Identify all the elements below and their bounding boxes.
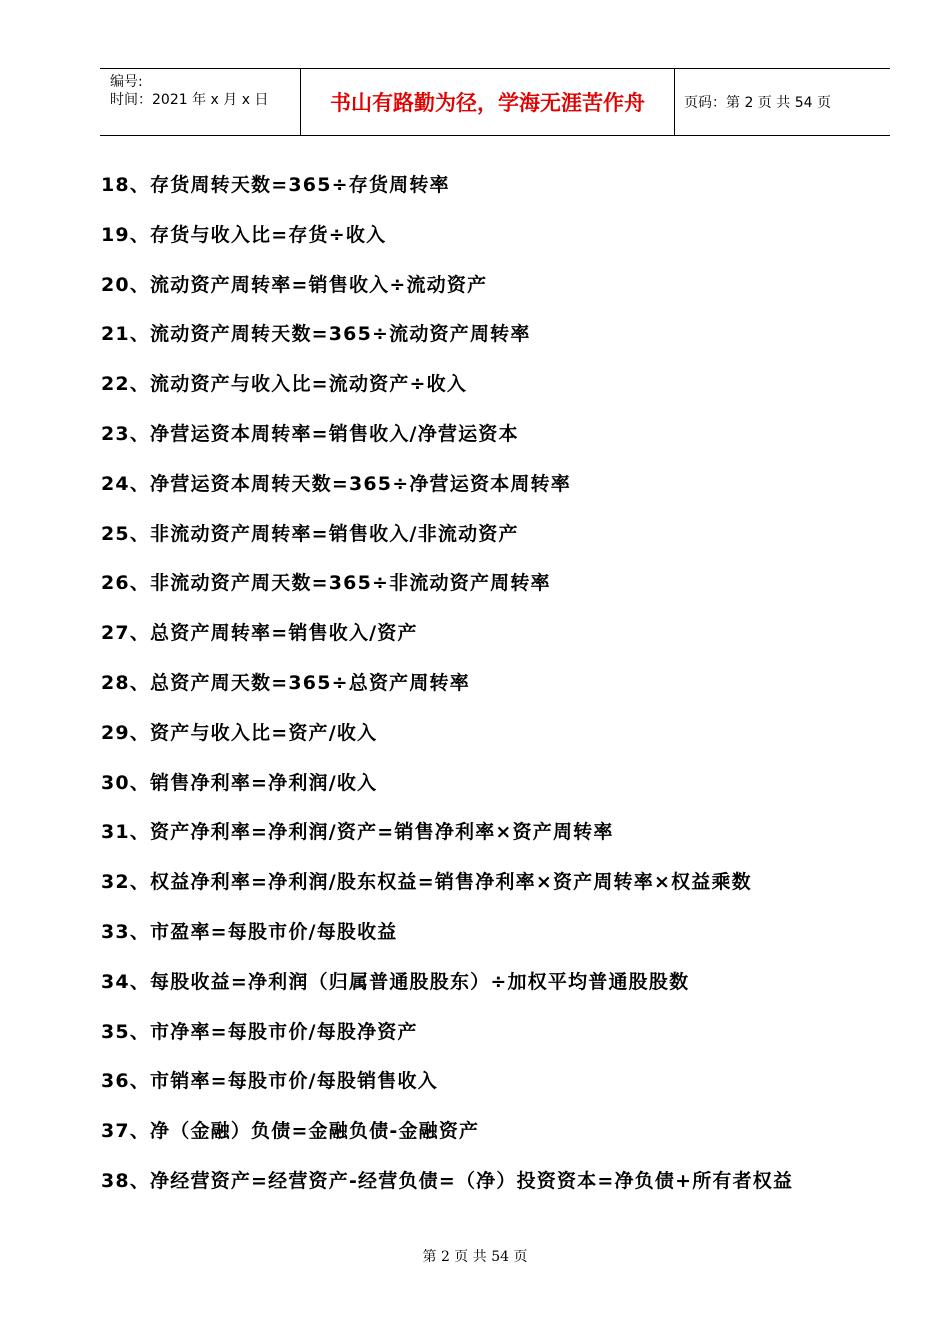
formula-item: 22、流动资产与收入比=流动资产÷收入 — [101, 373, 468, 396]
document-code-label: 编号: — [110, 74, 143, 90]
formula-item: 19、存货与收入比=存货÷收入 — [101, 223, 387, 246]
formula-item: 18、存货周转天数=365÷存货周转率 — [101, 174, 450, 196]
formula-item: 24、净营运资本周转天数=365÷净营运资本周转率 — [101, 472, 571, 495]
header-motto: 书山有路勤为径，学海无涯苦作舟 — [301, 69, 675, 135]
formula-item: 32、权益净利率=净利润/股东权益=销售净利率×资产周转率×权益乘数 — [101, 871, 752, 894]
formula-item: 34、每股收益=净利润（归属普通股股东）÷加权平均普通股股数 — [101, 970, 690, 993]
formula-item: 25、非流动资产周转率=销售收入/非流动资产 — [101, 522, 519, 545]
formula-item: 27、总资产周转率=销售收入/资产 — [101, 622, 418, 645]
formula-item: 36、市销率=每股市价/每股销售收入 — [101, 1070, 438, 1093]
formula-item: 35、市净率=每股市价/每股净资产 — [101, 1020, 418, 1043]
page-footer: 第 2 页 共 54 页 — [422, 1249, 528, 1265]
document-time-label: 时间：2021 年 x 月 x 日 — [110, 92, 269, 108]
formula-item: 23、净营运资本周转率=销售收入/净营运资本 — [101, 422, 519, 445]
formula-item: 31、资产净利率=净利润/资产=销售净利率×资产周转率 — [101, 821, 614, 844]
header-meta-cell — [100, 69, 301, 135]
formula-item: 26、非流动资产周天数=365÷非流动资产周转率 — [101, 572, 551, 595]
page-header — [100, 68, 890, 136]
formula-list — [101, 170, 881, 1216]
formula-item: 37、净（金融）负债=金融负债-金融资产 — [101, 1120, 480, 1143]
formula-item: 33、市盈率=每股市价/每股收益 — [101, 920, 398, 943]
formula-item: 21、流动资产周转天数=365÷流动资产周转率 — [101, 323, 531, 346]
formula-item: 28、总资产周天数=365÷总资产周转率 — [101, 671, 470, 694]
formula-item: 38、净经营资产=经营资产-经营负债=（净）投资资本=净负债+所有者权益 — [101, 1169, 794, 1192]
formula-item: 30、销售净利率=净利润/收入 — [101, 771, 378, 794]
header-page-info: 页码：第 2 页 共 54 页 — [684, 95, 831, 111]
formula-item: 20、流动资产周转率=销售收入÷流动资产 — [101, 273, 488, 296]
formula-item: 29、资产与收入比=资产/收入 — [101, 721, 378, 744]
